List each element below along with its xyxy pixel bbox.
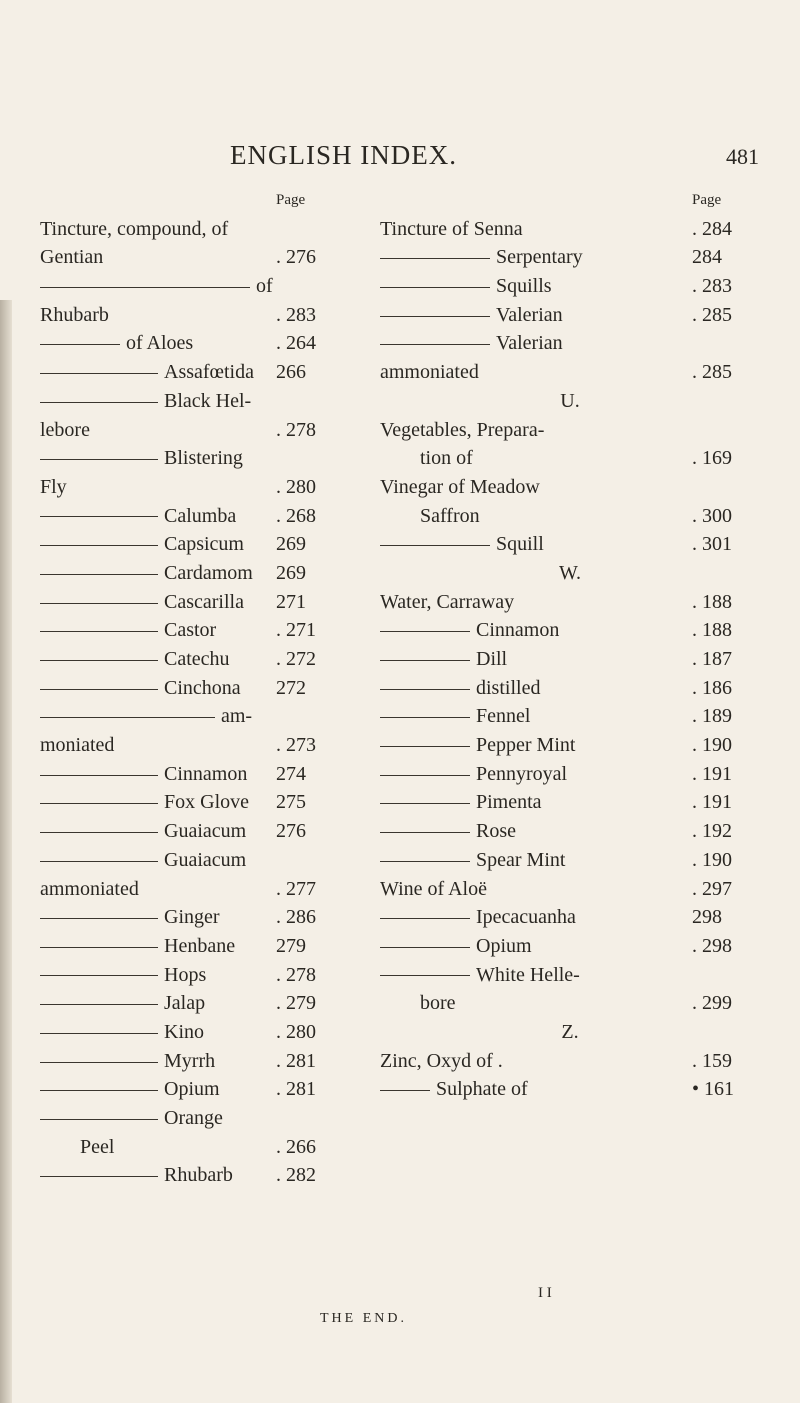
index-entry — [40, 329, 360, 358]
ditto-dash — [40, 631, 158, 632]
entry-text: Rhubarb — [40, 303, 109, 326]
index-entry — [380, 1018, 760, 1047]
entry-text: Cascarilla — [164, 590, 244, 613]
index-entry — [380, 215, 760, 244]
index-entry — [380, 444, 760, 473]
entry-page-number: . 272 — [276, 648, 316, 670]
index-entry — [380, 387, 760, 416]
page-edge-shadow — [0, 300, 12, 1403]
ditto-dash — [40, 717, 215, 718]
entry-text: White Helle- — [476, 963, 580, 986]
index-entry — [40, 903, 360, 932]
entry-text: Ipecacuanha — [476, 906, 576, 929]
ditto-dash — [40, 1062, 158, 1063]
ditto-dash — [380, 545, 490, 546]
entry-page-number: . 279 — [276, 992, 316, 1015]
entry-text: Jalap — [164, 992, 206, 1015]
ditto-dash — [380, 746, 470, 747]
ditto-dash — [40, 373, 158, 374]
entry-text: Gentian — [40, 246, 104, 269]
index-column-left — [40, 186, 360, 1190]
index-entry — [40, 530, 360, 559]
entry-text: Orange — [164, 1107, 223, 1129]
entry-text: Blistering — [164, 447, 243, 470]
index-entry — [380, 186, 760, 215]
entry-page-number: 266 — [276, 361, 306, 384]
entry-page-number: 284 — [692, 246, 722, 269]
entry-page-number: . 159 — [692, 1049, 732, 1072]
entry-page-number: . 169 — [692, 447, 732, 470]
index-entry — [380, 502, 760, 531]
entry-text: Hops — [164, 963, 207, 986]
entry-text: Fly — [40, 475, 67, 498]
index-entry — [380, 760, 760, 789]
entry-page-number: . 285 — [692, 303, 732, 326]
end-text: THE END. — [320, 1311, 407, 1326]
entry-page-number: . 191 — [692, 762, 732, 785]
entry-text: Pennyroyal — [476, 762, 568, 785]
index-entry — [40, 215, 360, 244]
index-entry — [40, 788, 360, 817]
entry-text: Kino — [164, 1020, 204, 1043]
ditto-dash — [380, 861, 470, 862]
entry-text: Opium — [164, 1078, 220, 1101]
entry-text: of — [256, 275, 273, 298]
ditto-dash — [40, 947, 158, 948]
entry-text: Vegetables, Prepara- — [380, 418, 545, 441]
entry-text: Tincture of Senna — [380, 217, 523, 240]
entry-text: Z. — [561, 1020, 579, 1043]
entry-text: Assafœtida — [164, 361, 254, 384]
ditto-dash — [40, 918, 158, 919]
index-entry — [380, 961, 760, 990]
ditto-dash — [380, 258, 490, 259]
entry-text: Pepper Mint — [476, 734, 576, 757]
signature-mark: I I — [538, 1285, 552, 1301]
entry-text: of Aloes — [126, 332, 194, 355]
index-entry — [380, 243, 760, 272]
entry-text: Water, Carraway — [380, 590, 515, 613]
entry-page-number: . 283 — [692, 275, 732, 298]
entry-text: Peel — [80, 1135, 115, 1158]
page-number: 481 — [726, 144, 759, 169]
index-entry — [40, 1018, 360, 1047]
entry-text: moniated — [40, 734, 115, 757]
entry-text: Valerian — [496, 303, 563, 326]
entry-page-number: . 278 — [276, 418, 316, 441]
entry-text: Catechu — [164, 648, 230, 670]
entry-page-number: . 186 — [692, 676, 732, 699]
entry-text: lebore — [40, 418, 90, 441]
entry-page-number: . 280 — [276, 1020, 316, 1043]
index-entry — [380, 817, 760, 846]
index-entry — [40, 416, 360, 445]
page-header — [0, 140, 800, 180]
entry-page-number: . 188 — [692, 619, 732, 642]
ditto-dash — [40, 516, 158, 517]
index-entry — [380, 731, 760, 760]
ditto-dash — [380, 832, 470, 833]
entry-page-number: . 281 — [276, 1049, 316, 1072]
entry-text: Pimenta — [476, 791, 542, 814]
index-entry — [40, 272, 360, 301]
entry-text: Rose — [476, 820, 516, 843]
index-entry — [380, 272, 760, 301]
index-entry — [380, 932, 760, 961]
entry-page-number: 269 — [276, 533, 306, 556]
entry-text: Myrrh — [164, 1049, 216, 1072]
entry-page-number: . 266 — [276, 1135, 316, 1158]
ditto-dash — [380, 975, 470, 976]
ditto-dash — [380, 631, 470, 632]
index-column-right — [380, 186, 760, 1104]
entry-text: am- — [221, 705, 253, 728]
page-column-heading: Page — [692, 192, 722, 208]
index-entry — [40, 846, 360, 875]
ditto-dash — [40, 1004, 158, 1005]
entry-page-number: . 278 — [276, 963, 316, 986]
index-entry — [40, 1075, 360, 1104]
ditto-dash — [380, 316, 490, 317]
index-entry — [40, 1047, 360, 1076]
entry-text: Fennel — [476, 705, 531, 728]
entry-page-number: . 277 — [276, 877, 316, 900]
ditto-dash — [380, 689, 470, 690]
index-entry — [380, 645, 760, 674]
entry-page-number: 271 — [276, 590, 306, 613]
entry-page-number: . 264 — [276, 332, 316, 355]
entry-text: Fox Glove — [164, 791, 249, 814]
entry-text: Ginger — [164, 906, 220, 929]
entry-page-number: 269 — [276, 561, 306, 584]
index-entry — [40, 674, 360, 703]
entry-page-number: . 281 — [276, 1078, 316, 1101]
ditto-dash — [40, 1090, 158, 1091]
index-entry — [380, 702, 760, 731]
entry-text: Capsicum — [164, 533, 244, 556]
entry-text: Squill — [496, 533, 544, 556]
index-entry — [380, 989, 760, 1018]
index-entry — [40, 444, 360, 473]
entry-page-number: . 190 — [692, 734, 732, 757]
entry-page-number: . 284 — [692, 217, 732, 240]
entry-page-number: . 276 — [276, 246, 316, 269]
ditto-dash — [380, 918, 470, 919]
index-entry — [40, 932, 360, 961]
ditto-dash — [380, 717, 470, 718]
ditto-dash — [40, 1119, 158, 1120]
entry-text: Wine of Aloë — [380, 877, 487, 900]
entry-page-number: • 161 — [692, 1078, 735, 1101]
ditto-dash — [380, 1090, 430, 1091]
page-column-heading: Page — [276, 192, 306, 208]
entry-text: W. — [558, 561, 582, 584]
ditto-dash — [40, 660, 158, 661]
ditto-dash — [40, 975, 158, 976]
entry-page-number: 272 — [276, 676, 306, 699]
entry-page-number: 276 — [276, 820, 306, 843]
index-entry — [40, 645, 360, 674]
index-entry — [380, 530, 760, 559]
entry-page-number: . 189 — [692, 705, 732, 728]
index-entry — [380, 674, 760, 703]
entry-page-number: . 285 — [692, 361, 732, 384]
entry-page-number: . 280 — [276, 475, 316, 498]
ditto-dash — [380, 287, 490, 288]
ditto-dash — [40, 832, 158, 833]
index-entry — [40, 989, 360, 1018]
index-entry — [40, 1104, 360, 1133]
index-entry — [380, 1075, 760, 1104]
index-entry — [40, 760, 360, 789]
ditto-dash — [40, 603, 158, 604]
page-title: ENGLISH INDEX. — [230, 140, 457, 170]
ditto-dash — [40, 574, 158, 575]
index-entry — [380, 588, 760, 617]
index-entry — [380, 416, 760, 445]
entry-text: Cinnamon — [164, 762, 248, 785]
entry-page-number: . 187 — [692, 648, 732, 670]
ditto-dash — [40, 1033, 158, 1034]
entry-page-number: . 298 — [692, 934, 732, 957]
entry-text: Cinnamon — [476, 619, 560, 642]
entry-text: Sulphate of — [436, 1078, 528, 1101]
index-entry — [40, 702, 360, 731]
ditto-dash — [380, 775, 470, 776]
entry-page-number: . 188 — [692, 590, 732, 613]
index-entry — [40, 301, 360, 330]
index-entry — [380, 903, 760, 932]
entry-text: bore — [420, 992, 456, 1015]
entry-text: ammoniated — [40, 877, 139, 900]
entry-text: Serpentary — [496, 246, 583, 269]
entry-page-number: . 283 — [276, 303, 316, 326]
index-entry — [40, 473, 360, 502]
entry-text: U. — [560, 389, 580, 412]
entry-text: Spear Mint — [476, 848, 566, 871]
ditto-dash — [40, 689, 158, 690]
index-entry — [380, 301, 760, 330]
entry-text: Guaiacum — [164, 848, 247, 871]
index-entry — [380, 616, 760, 645]
entry-page-number: . 286 — [276, 906, 316, 929]
entry-text: Cinchona — [164, 676, 241, 699]
index-entry — [40, 243, 360, 272]
ditto-dash — [380, 344, 490, 345]
index-entry — [40, 559, 360, 588]
entry-page-number: . 273 — [276, 734, 316, 757]
index-entry — [40, 186, 360, 215]
ditto-dash — [40, 459, 158, 460]
ditto-dash — [40, 287, 250, 288]
entry-text: Rhubarb — [164, 1164, 233, 1187]
entry-text: tion of — [420, 447, 473, 470]
entry-page-number: . 300 — [692, 504, 732, 527]
entry-page-number: . 282 — [276, 1164, 316, 1187]
entry-text: Tincture, compound, of — [40, 217, 229, 240]
entry-text: Calumba — [164, 504, 237, 527]
index-entry — [40, 731, 360, 760]
entry-text: Saffron — [420, 504, 480, 527]
index-entry — [40, 387, 360, 416]
entry-page-number: . 301 — [692, 533, 732, 556]
ditto-dash — [40, 402, 158, 403]
index-entry — [40, 588, 360, 617]
index-entry — [40, 817, 360, 846]
entry-page-number: 275 — [276, 791, 306, 814]
entry-page-number: . 190 — [692, 848, 732, 871]
ditto-dash — [40, 775, 158, 776]
entry-page-number: . 271 — [276, 619, 316, 642]
index-entry — [40, 616, 360, 645]
index-entry — [380, 846, 760, 875]
index-entry — [380, 559, 760, 588]
entry-page-number: 279 — [276, 934, 306, 957]
entry-text: Valerian — [496, 332, 563, 355]
ditto-dash — [40, 803, 158, 804]
ditto-dash — [40, 1176, 158, 1177]
entry-text: Cardamom — [164, 561, 253, 584]
index-entry — [380, 875, 760, 904]
entry-text: Black Hel- — [164, 389, 252, 412]
index-entry — [380, 1047, 760, 1076]
entry-text: Dill — [476, 648, 508, 670]
index-entry — [40, 875, 360, 904]
entry-text: Guaiacum — [164, 820, 247, 843]
index-entry — [380, 473, 760, 502]
index-entry — [40, 1161, 360, 1190]
entry-text: Opium — [476, 934, 532, 957]
entry-text: ammoniated — [380, 361, 479, 384]
ditto-dash — [380, 947, 470, 948]
entry-text: distilled — [476, 676, 541, 699]
index-entry — [380, 358, 760, 387]
entry-page-number: . 191 — [692, 791, 732, 814]
index-entry — [40, 1133, 360, 1162]
index-entry — [380, 329, 760, 358]
entry-text: Castor — [164, 619, 217, 642]
entry-page-number: . 268 — [276, 504, 316, 527]
ditto-dash — [380, 803, 470, 804]
ditto-dash — [40, 344, 120, 345]
index-entry — [380, 788, 760, 817]
entry-page-number: . 299 — [692, 992, 732, 1015]
entry-page-number: . 192 — [692, 820, 732, 843]
entry-page-number: . 297 — [692, 877, 732, 900]
entry-text: Squills — [496, 275, 552, 298]
index-entry — [40, 961, 360, 990]
index-entry — [40, 358, 360, 387]
ditto-dash — [380, 660, 470, 661]
entry-page-number: 298 — [692, 906, 722, 929]
entry-text: Zinc, Oxyd of . — [380, 1049, 503, 1072]
entry-text: Henbane — [164, 934, 236, 957]
index-entry — [40, 502, 360, 531]
entry-text: Vinegar of Meadow — [380, 475, 540, 498]
ditto-dash — [40, 545, 158, 546]
entry-page-number: 274 — [276, 762, 306, 785]
ditto-dash — [40, 861, 158, 862]
